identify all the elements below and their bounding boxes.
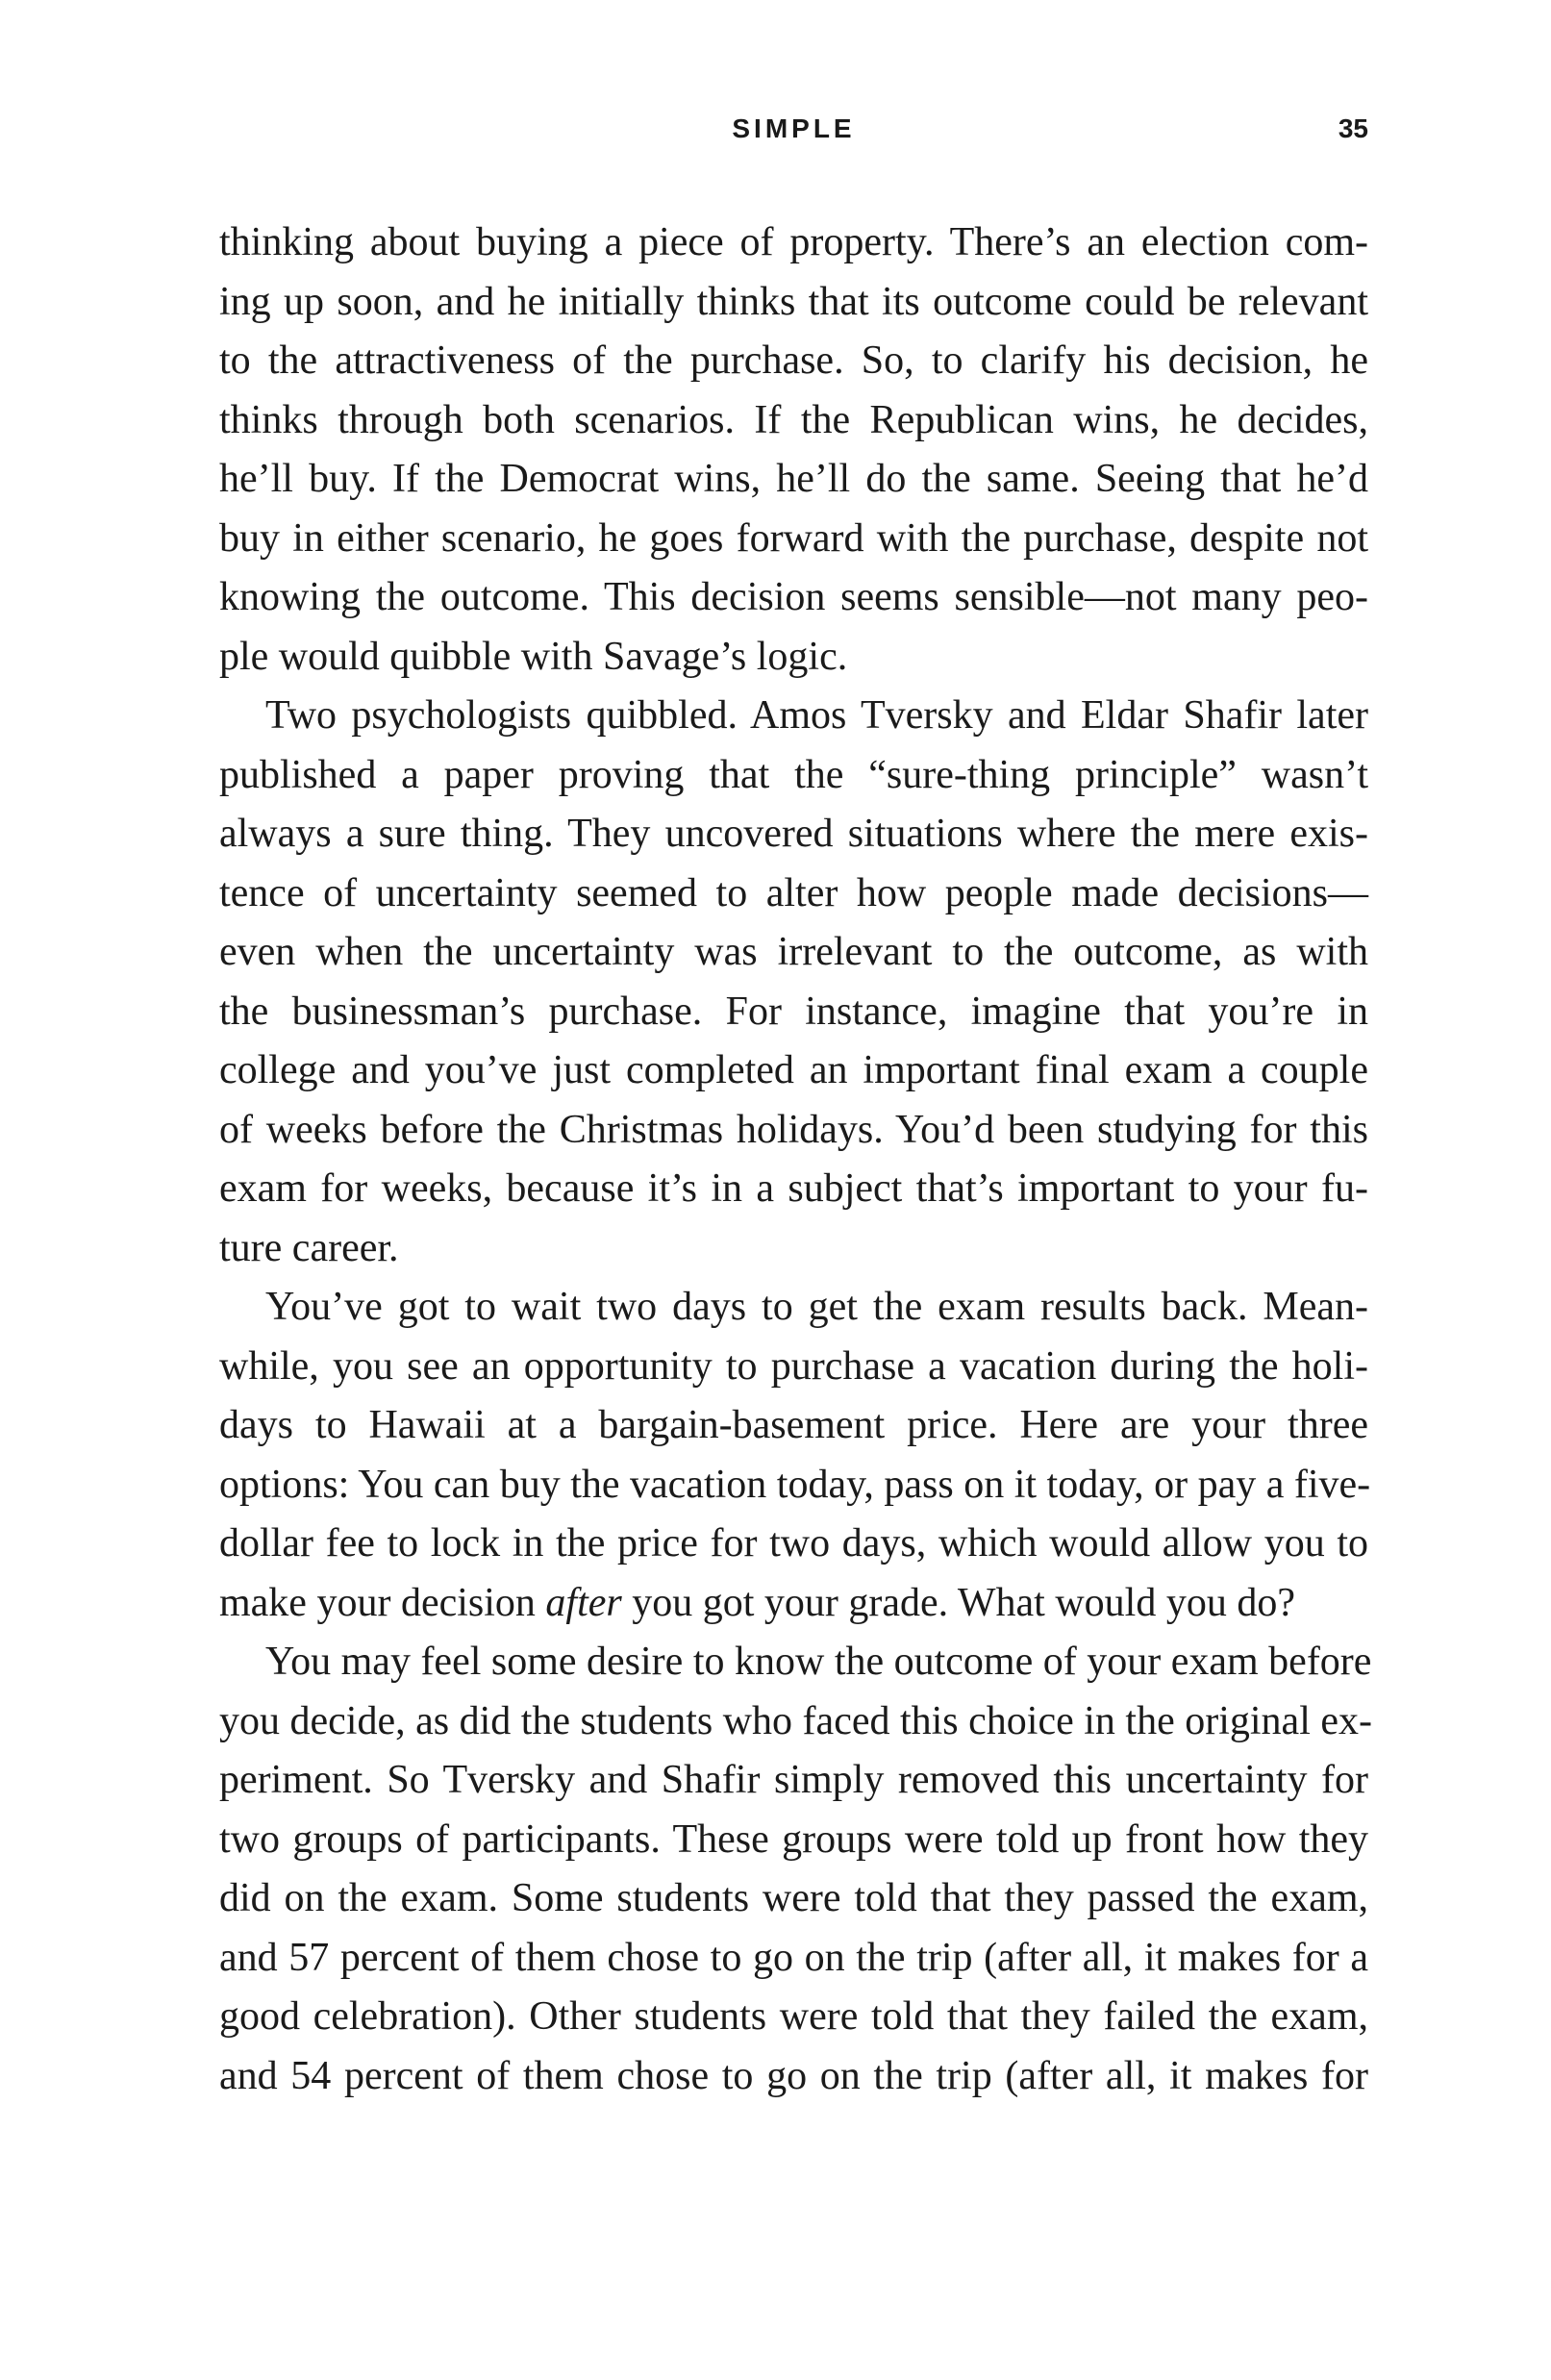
paragraph xyxy=(219,1633,1372,2106)
text-line: good celebration). Other students were told that they failed the exam, xyxy=(219,1994,1368,2039)
text-line: he’ll buy. If the Democrat wins, he’ll do the same. Seeing that he’d xyxy=(219,457,1368,501)
text-line: college and you’ve just completed an important final exam a couple xyxy=(219,1048,1368,1092)
page-number: 35 xyxy=(1338,113,1368,143)
text-line: and 57 percent of them chose to go on the trip (after all, it makes for a xyxy=(219,1935,1368,1980)
text-line: buy in either scenario, he goes forward with the purchase, despite not xyxy=(219,515,1368,561)
body-text xyxy=(219,213,1372,2106)
text-line: exam for weeks, because it’s in a subject that’s important to your fu- xyxy=(219,1166,1368,1211)
text-line xyxy=(219,1574,1368,1634)
text-line: dollar fee to lock in the price for two days, which would allow you to xyxy=(219,1521,1368,1566)
text-line: tence of uncertainty seemed to alter how people made decisions— xyxy=(219,870,1368,915)
text-line: to the attractiveness of the purchase. So, to clarify his decision, he xyxy=(219,338,1368,383)
text-line: days to Hawaii at a bargain-basement price. Here are your three xyxy=(219,1403,1368,1447)
paragraph xyxy=(219,1278,1371,1633)
paragraph xyxy=(219,213,1368,687)
text-line: thinks through both scenarios. If the Republican wins, he decides, xyxy=(219,397,1368,442)
text-line: ple would quibble with Savage’s logic. xyxy=(219,634,848,679)
text-fragment: make your decision xyxy=(219,1580,546,1625)
text-line: options: You can buy the vacation today, pass on it today, or pay a five- xyxy=(219,1462,1371,1507)
text-line: always a sure thing. They uncovered situations where the mere exis- xyxy=(219,812,1368,856)
text-line: did on the exam. Some students were told that they passed the exam, xyxy=(219,1876,1368,1920)
text-line: ing up soon, and he initially thinks that its outcome could be relevant xyxy=(219,279,1368,324)
paragraph xyxy=(219,687,1368,1278)
text-line: ture career. xyxy=(219,1225,399,1270)
text-line: and 54 percent of them chose to go on the trip (after all, it makes for xyxy=(219,2053,1368,2098)
text-line: two groups of participants. These groups were told up front how they xyxy=(219,1816,1368,1862)
text-line: Two psychologists quibbled. Amos Tversky and Eldar Shafir later xyxy=(265,693,1368,738)
text-line: knowing the outcome. This decision seems sensible—not many peo- xyxy=(219,575,1368,619)
text-fragment: you got your grade. What would you do? xyxy=(621,1580,1295,1625)
text-line: You may feel some desire to know the outcome of your exam before xyxy=(265,1640,1372,1684)
text-line: You’ve got to wait two days to get the exam results back. Mean- xyxy=(265,1285,1368,1329)
text-line: thinking about buying a piece of property. There’s an election com- xyxy=(219,220,1368,264)
text-line: even when the uncertainty was irrelevant to the outcome, as with xyxy=(219,930,1368,974)
text-line: the businessman’s purchase. For instance, imagine that you’re in xyxy=(219,989,1368,1034)
text-line: while, you see an opportunity to purchase a vacation during the holi- xyxy=(219,1343,1368,1389)
text-line: published a paper proving that the “sure-thing principle” wasn’t xyxy=(219,752,1368,797)
text-line: you decide, as did the students who faced this choice in the original ex- xyxy=(219,1698,1372,1743)
running-head xyxy=(219,113,1368,162)
emphasized-word: after xyxy=(545,1580,622,1625)
text-line: of weeks before the Christmas holidays. You’d been studying for this xyxy=(219,1107,1368,1152)
running-title: SIMPLE xyxy=(732,113,856,143)
text-line: periment. So Tversky and Shafir simply removed this uncertainty for xyxy=(219,1758,1368,1802)
